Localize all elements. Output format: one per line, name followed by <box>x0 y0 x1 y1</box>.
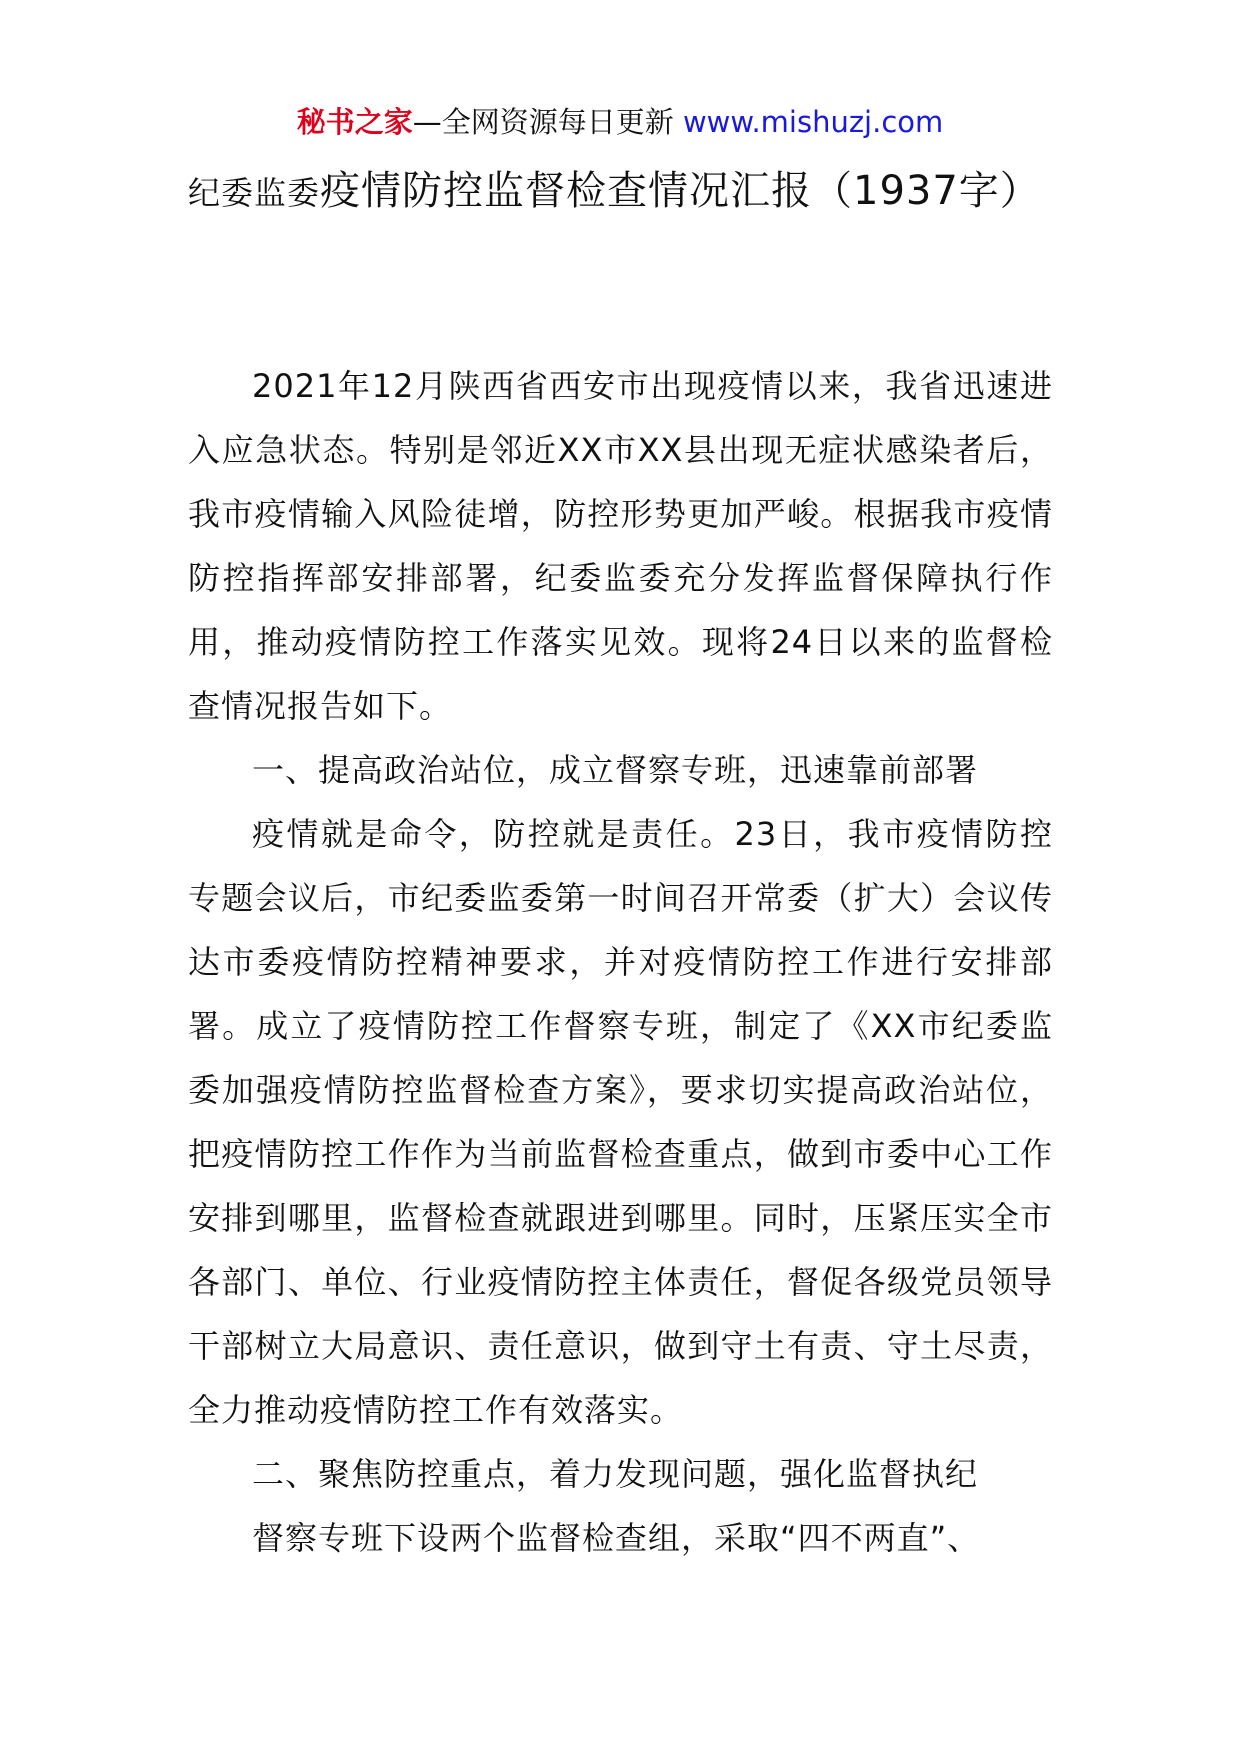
section-heading-1: 一、提高政治站位，成立督察专班，迅速靠前部署 <box>252 751 979 789</box>
section-heading-2: 二、聚焦防控重点，着力发现问题，强化监督执纪 <box>252 1455 979 1493</box>
paragraph-section-2: 督察专班下设两个监督检查组，采取“四不两直”、 <box>252 1519 981 1557</box>
title-main: 疫情防控监督检查情况汇报（1937字） <box>320 168 1041 214</box>
brand-name: 秘书之家 <box>296 105 413 139</box>
title-prefix: 纪委监委 <box>188 174 321 212</box>
site-url-link[interactable]: www.mishuzj.com <box>682 105 944 139</box>
document-body <box>188 354 1053 1570</box>
document-title <box>188 160 1068 224</box>
paragraph-intro: 2021年12月陕西省西安市出现疫情以来，我省迅速进入应急状态。特别是邻近XX市XX县出现无症状感染者后，我市疫情输入风险徒增，防控形势更加严峻。根据我市疫情防控指挥部安排部署，纪委监委充分发挥监督保障执行作用，推动疫情防控工作落实见效。现将24日以来的监督检查情况报告如下。 <box>188 367 1053 725</box>
paragraph-section-1: 疫情就是命令，防控就是责任。23日，我市疫情防控专题会议后，市纪委监委第一时间召开常委（扩大）会议传达市委疫情防控精神要求，并对疫情防控工作进行安排部署。成立了疫情防控工作督察专班，制定了《XX市纪委监委加强疫情防控监督检查方案》，要求切实提高政治站位，把疫情防控工作作为当前监督检查重点，做到市委中心工作安排到哪里，监督检查就跟进到哪里。同时，压紧压实全市各部门、单位、行业疫情防控主体责任，督促各级党员领导干部树立大局意识、责任意识，做到守土有责、守土尽责，全力推动疫情防控工作有效落实。 <box>188 815 1053 1429</box>
header-tagline: —全网资源每日更新 <box>412 105 683 139</box>
site-header <box>0 100 1240 144</box>
